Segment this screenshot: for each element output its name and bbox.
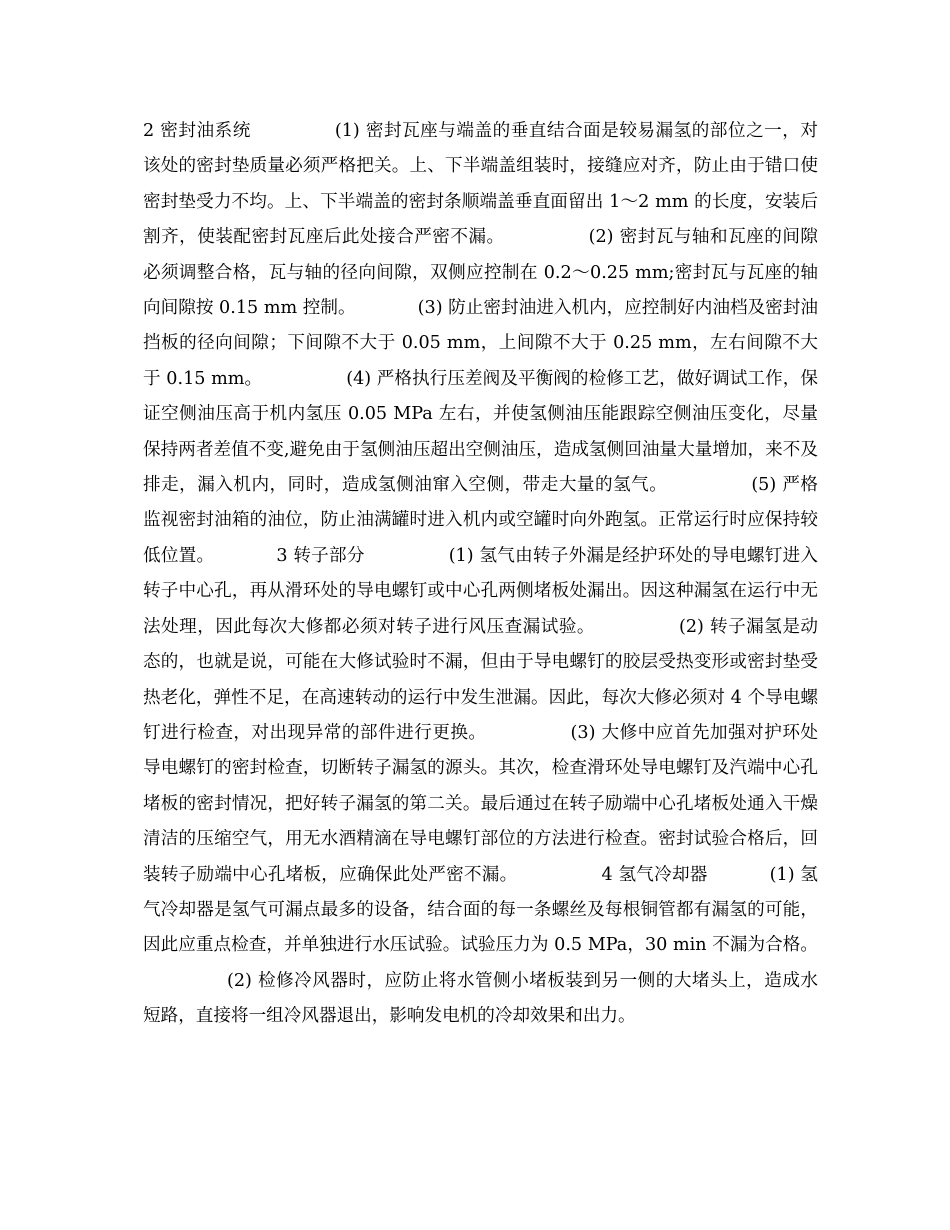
body-text: [143, 114, 818, 1035]
text-segment: 3 转子部分: [276, 545, 365, 566]
text-segment: (5) 严格监视密封油箱的油位，防止油满罐时进入机内或空罐时向外跑氢。正常运行时应保持较低位置。: [143, 475, 818, 566]
text-segment: 4 氢气冷却器: [601, 864, 708, 885]
text-segment: (4) 严格执行压差阀及平衡阀的检修工艺，做好调试工作，保证空侧油压高于机内氢压 0.05 MPa 左右，并使氢侧油压能跟踪空侧油压变化，尽量保持两者差值不变,避免由于氢侧油压超出空侧油压，造成氢侧回油量大量增加，来不及排走，漏入机内，同时，造成氢侧油窜入空侧，带走大量的氢气。: [143, 368, 818, 496]
text-segment: (2) 检修冷风器时，应防止将水管侧小堵板装到另一侧的大堵头上，造成水短路，直接将一组冷风器退出，影响发电机的冷却效果和出力。: [143, 970, 818, 1027]
text-segment: (3) 防止密封油进入机内，应控制好内油档及密封油挡板的径向间隙；下间隙不大于 0.05 mm，上间隙不大于 0.25 mm，左右间隙不大于 0.15 mm。: [143, 298, 818, 389]
text-segment: (1) 氢气由转子外漏是经护环处的导电螺钉进入转子中心孔，再从滑环处的导电螺钉或中心孔两侧堵板处漏出。因这种漏氢在运行中无法处理，因此每次大修都必须对转子进行风压查漏试验。: [143, 545, 818, 637]
text-segment: 2 密封油系统: [143, 121, 251, 141]
text-segment: (1) 密封瓦座与端盖的垂直结合面是较易漏氢的部位之一，对该处的密封垫质量必须严格把关。上、下半端盖组装时，接缝应对齐，防止由于错口使密封垫受力不均。上、下半端盖的密封条顺端盖垂直面留出 1～2 mm 的长度，安装后割齐，使装配密封瓦座后此处接合严密不漏。: [143, 121, 818, 248]
text-segment: (3) 大修中应首先加强对护环处导电螺钉的密封检查，切断转子漏氢的源头。其次，检查滑环处导电螺钉及汽端中心孔堵板的密封情况，把好转子漏氢的第二关。最后通过在转子励端中心孔堵板处通入干燥清洁的压缩空气，用无水酒精滴在导电螺钉部位的方法进行检查。密封试验合格后，回装转子励端中心孔堵板，应确保此处严密不漏。: [143, 722, 818, 885]
text-segment: (2) 密封瓦与轴和瓦座的间隙必须调整合格，瓦与轴的径向间隙，双侧应控制在 0.2～0.25 mm;密封瓦与瓦座的轴向间隙按 0.15 mm 控制。: [143, 227, 819, 319]
text-segment: (1) 氢气冷却器是氢气可漏点最多的设备，结合面的每一条螺丝及每根铜管都有漏氢的可能，因此应重点检查，并单独进行水压试验。试验压力为 0.5 MPa，30 min 不漏为合格。: [143, 864, 818, 956]
text-segment: (2) 转子漏氢是动态的，也就是说，可能在大修试验时不漏，但由于导电螺钉的胶层受热变形或密封垫受热老化，弹性不足，在高速转动的运行中发生泄漏。因此，每次大修必须对 4 个导电螺钉进行检查，对出现异常的部件进行更换。: [143, 616, 818, 743]
